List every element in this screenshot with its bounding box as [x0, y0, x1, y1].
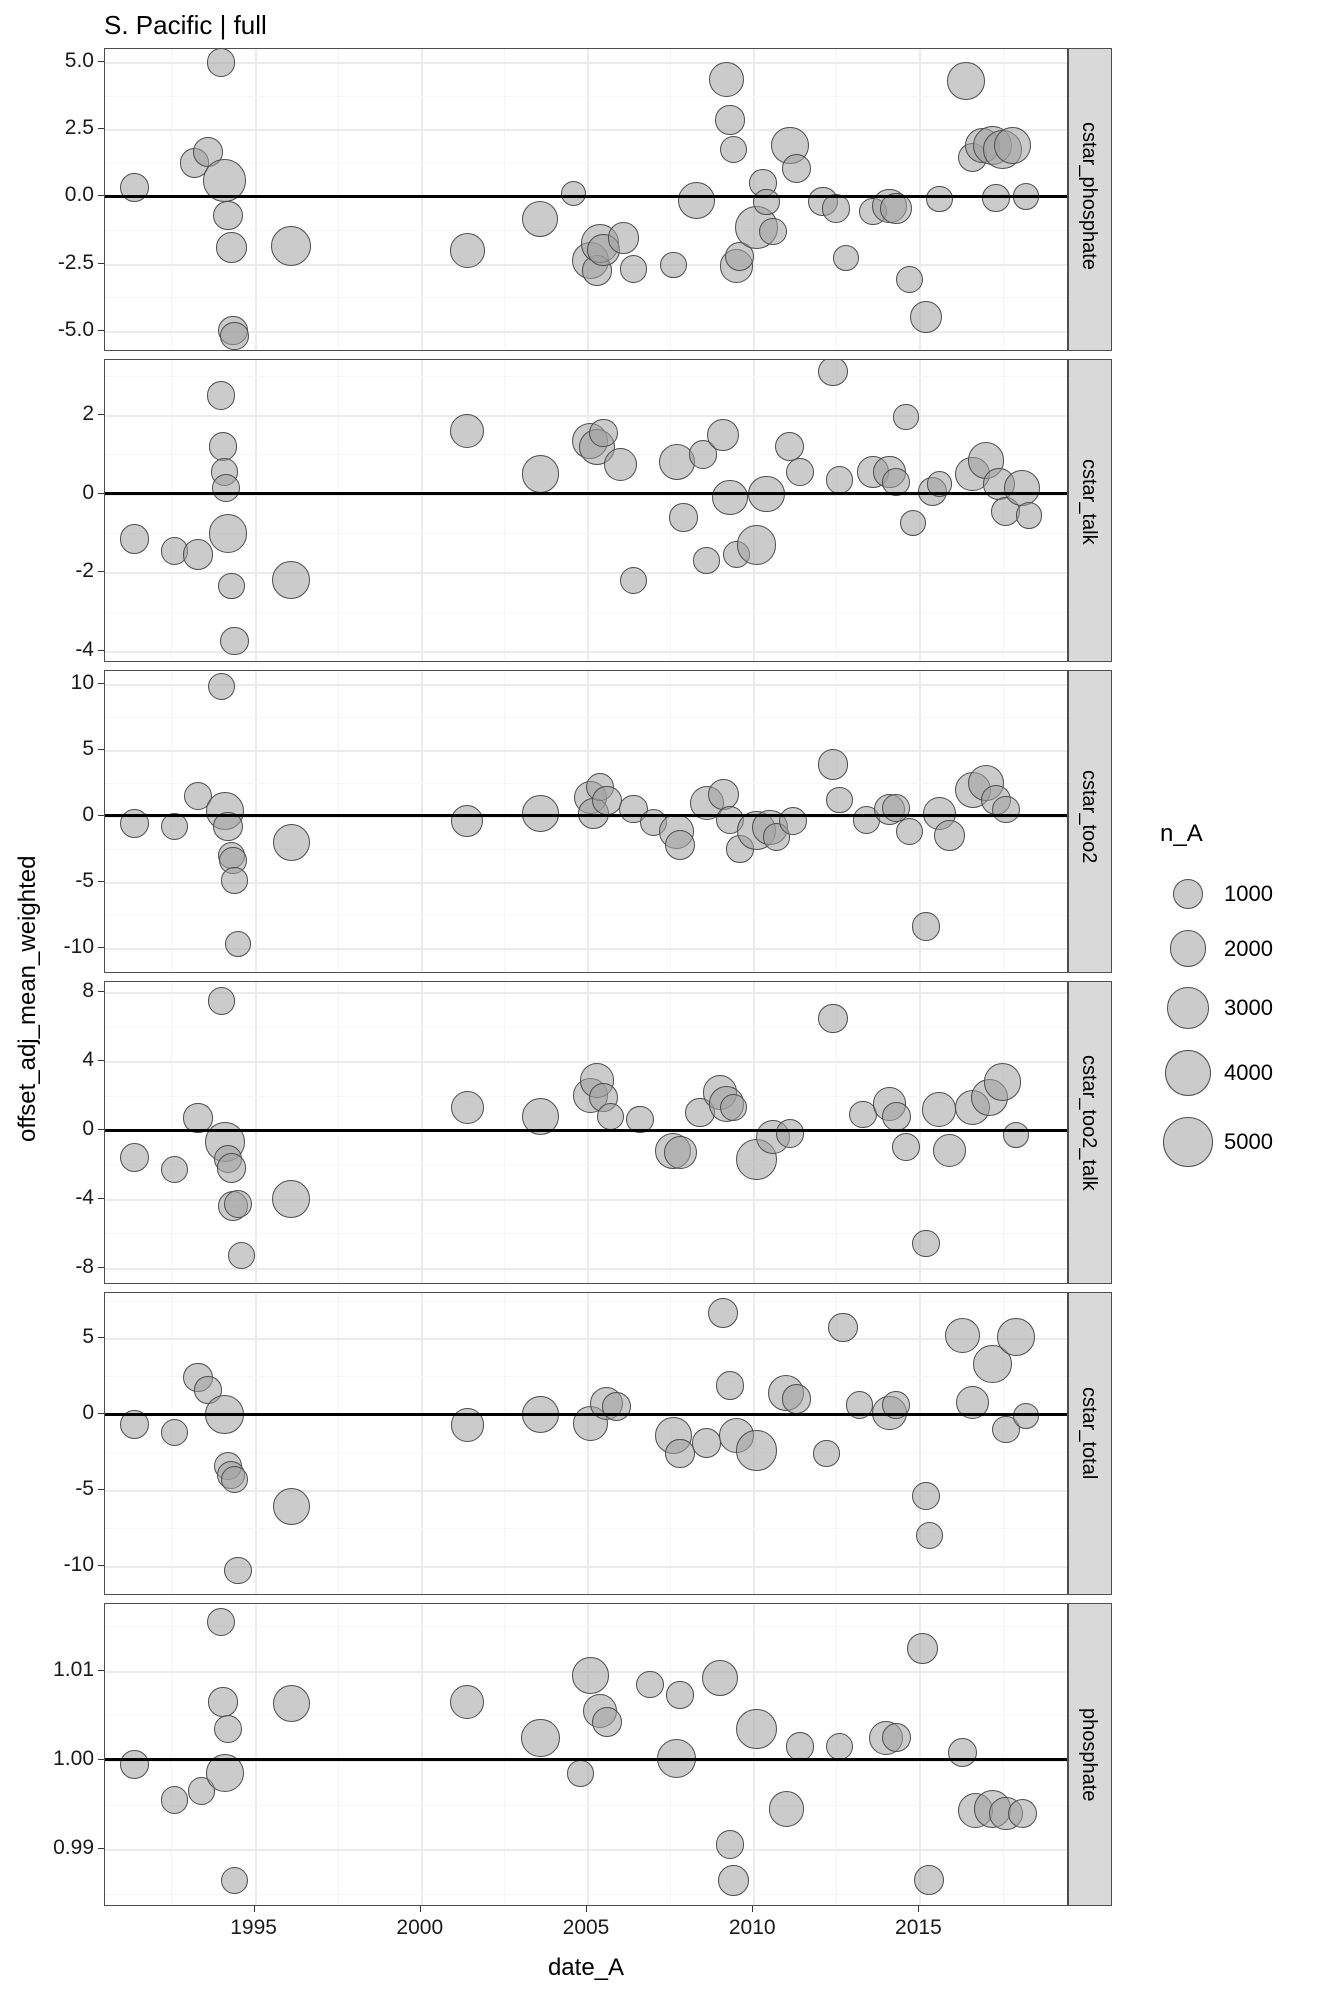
y-tick-mark [98, 1670, 104, 1671]
gridline-x-minor [171, 1604, 172, 1906]
data-point [922, 1092, 956, 1126]
data-point [818, 1004, 847, 1033]
data-point [604, 448, 637, 481]
gridline-x-minor [171, 49, 172, 351]
gridline-y [105, 1061, 1068, 1063]
y-tick-mark [98, 1267, 104, 1268]
data-point [984, 1063, 1022, 1101]
data-point [664, 1136, 697, 1169]
data-point [450, 414, 484, 448]
data-point [522, 795, 559, 832]
y-tick-label: 10 [70, 671, 94, 695]
data-point [522, 201, 558, 237]
gridline-y [105, 572, 1068, 574]
legend-title: n_A [1160, 820, 1203, 847]
data-point [271, 226, 311, 266]
data-point [907, 1633, 939, 1665]
data-point [120, 1750, 149, 1779]
data-point [715, 105, 744, 134]
x-tick-mark [752, 1906, 753, 1912]
reference-line [105, 492, 1067, 495]
gridline-y-minor [105, 1301, 1068, 1302]
data-point [708, 779, 739, 810]
y-tick-mark [98, 1337, 104, 1338]
y-tick-mark [98, 195, 104, 196]
legend-key-circle [1170, 930, 1207, 967]
y-tick-label: -2 [75, 559, 94, 583]
y-tick-mark [98, 1198, 104, 1199]
facet-strip-cstar_too2_talk [1068, 981, 1112, 1284]
data-point [782, 1384, 811, 1413]
gridline-x [421, 360, 423, 662]
data-point [678, 182, 715, 219]
data-point [912, 1482, 940, 1510]
data-point [779, 807, 807, 835]
gridline-x-minor [836, 360, 837, 662]
y-tick-label: 2.5 [64, 116, 94, 140]
data-point [225, 931, 251, 957]
y-tick-label: -2.5 [57, 250, 94, 274]
x-tick-label: 2005 [562, 1916, 610, 1939]
y-tick-mark [98, 947, 104, 948]
gridline-y [105, 684, 1068, 686]
data-point [776, 1119, 804, 1147]
gridline-x-minor [171, 360, 172, 662]
gridline-x [421, 1604, 423, 1906]
data-point [1003, 1122, 1029, 1148]
y-tick-mark [98, 991, 104, 992]
y-tick-mark [98, 61, 104, 62]
y-tick-mark [98, 128, 104, 129]
reference-line [105, 1129, 1067, 1132]
data-point [224, 1557, 251, 1584]
data-point [220, 627, 248, 655]
gridline-y [105, 651, 1068, 653]
facet-strip-cstar_too2 [1068, 670, 1112, 973]
data-point [692, 1428, 721, 1457]
data-point [720, 136, 747, 163]
data-point [945, 1318, 980, 1353]
y-tick-mark [98, 1129, 104, 1130]
data-point [948, 1738, 977, 1767]
y-tick-mark [98, 749, 104, 750]
y-tick-label: -5 [75, 1476, 94, 1500]
reference-line [105, 814, 1067, 817]
y-tick-label: 0 [82, 480, 94, 504]
gridline-y-minor [105, 612, 1068, 613]
legend-key-label: 2000 [1224, 935, 1273, 961]
y-tick-label: 2 [82, 402, 94, 426]
chart-title: S. Pacific | full [104, 10, 267, 40]
facet-strip-label: cstar_too2_talk [1078, 1054, 1100, 1191]
data-point [882, 1102, 911, 1131]
gridline-x-minor [504, 360, 505, 662]
y-tick-label: 5 [82, 1325, 94, 1349]
data-point [212, 474, 240, 502]
legend-key-circle [1163, 1117, 1213, 1167]
y-tick-mark [98, 330, 104, 331]
data-point [451, 805, 483, 837]
y-tick-mark [98, 571, 104, 572]
legend-key-circle [1167, 987, 1209, 1029]
gridline-y-minor [105, 163, 1068, 164]
data-point [1016, 502, 1042, 528]
y-tick-label: 5 [82, 737, 94, 761]
data-point [893, 404, 918, 429]
data-point [602, 1392, 631, 1421]
data-point [228, 1242, 255, 1269]
facet-panel-cstar_talk [104, 359, 1068, 662]
reference-line [105, 195, 1067, 198]
data-point [912, 1230, 939, 1257]
y-tick-mark [98, 1565, 104, 1566]
y-tick-label: 0 [82, 802, 94, 826]
data-point [213, 201, 242, 230]
reference-line [105, 1413, 1067, 1416]
data-point [669, 503, 697, 531]
gridline-y-minor [105, 533, 1068, 534]
data-point [782, 154, 811, 183]
data-point [208, 987, 235, 1014]
y-tick-mark [98, 1413, 104, 1414]
data-point [769, 1791, 804, 1826]
data-point [636, 1671, 663, 1698]
legend [1160, 820, 1340, 1260]
y-tick-label: -10 [63, 1552, 94, 1576]
data-point [589, 419, 617, 447]
gridline-x-minor [338, 360, 339, 662]
x-tick-label: 2015 [895, 1916, 942, 1939]
data-point [567, 1760, 593, 1786]
data-point [882, 1723, 911, 1752]
gridline-x [255, 360, 257, 662]
data-point [822, 194, 850, 222]
facet-strip-label: cstar_talk [1078, 459, 1100, 545]
facet-panel-cstar_too2_talk [104, 981, 1068, 1284]
gridline-y-minor [105, 1626, 1068, 1627]
data-point [660, 252, 686, 278]
data-point [813, 1440, 839, 1466]
data-point [828, 1313, 857, 1342]
data-point [273, 1488, 310, 1525]
data-point [709, 62, 744, 97]
data-point [161, 1156, 188, 1183]
data-point [693, 547, 719, 573]
gridline-y-minor [105, 1805, 1068, 1806]
x-axis-label: date_A [547, 1954, 625, 1981]
facet-strip-cstar_talk [1068, 359, 1112, 662]
y-tick-label: -4 [75, 638, 94, 662]
data-point [775, 432, 804, 461]
data-point [912, 912, 940, 940]
facet-panel-phosphate [104, 1603, 1068, 1906]
gridline-x [753, 360, 755, 662]
data-point [608, 222, 640, 254]
x-tick-label: 2010 [728, 1916, 776, 1939]
data-point [708, 1298, 738, 1328]
data-point [707, 419, 739, 451]
data-point [120, 1143, 149, 1172]
data-point [933, 1134, 966, 1167]
gridline-x-minor [670, 49, 671, 351]
y-tick-mark [98, 1759, 104, 1760]
y-tick-label: -4 [75, 1185, 94, 1209]
data-point [718, 1865, 749, 1896]
data-point [620, 567, 647, 594]
x-tick-mark [586, 1906, 587, 1912]
gridline-x-minor [504, 49, 505, 351]
data-point [892, 1133, 920, 1161]
y-tick-mark [98, 1848, 104, 1849]
y-tick-label: 8 [82, 979, 94, 1003]
legend-key-label: 3000 [1224, 995, 1273, 1020]
data-point [221, 867, 247, 893]
data-point [753, 189, 779, 215]
data-point [786, 1732, 814, 1760]
legend-key-label: 5000 [1224, 1129, 1273, 1154]
x-tick-label: 1995 [230, 1916, 277, 1939]
data-point [759, 218, 786, 245]
gridline-y [105, 882, 1068, 884]
gridline-x [587, 1604, 589, 1906]
gridline-y [105, 1268, 1068, 1270]
y-tick-label: -8 [75, 1254, 94, 1278]
data-point [720, 1094, 747, 1121]
data-point [209, 432, 237, 460]
data-point [224, 1190, 252, 1218]
data-point [665, 1439, 694, 1468]
data-point [992, 796, 1019, 823]
data-point [736, 1709, 776, 1749]
data-point [716, 1830, 744, 1858]
data-point [997, 1318, 1035, 1356]
data-point [161, 1786, 188, 1813]
data-point [216, 232, 247, 263]
y-tick-label: 0.0 [64, 183, 94, 207]
y-tick-mark [98, 1060, 104, 1061]
data-point [1004, 470, 1040, 506]
y-tick-mark [98, 1489, 104, 1490]
gridline-x [255, 49, 257, 351]
data-point [120, 524, 149, 553]
gridline-y [105, 992, 1068, 994]
data-point [712, 480, 747, 515]
gridline-y [105, 62, 1068, 64]
facet-strip-label: cstar_too2 [1078, 770, 1100, 864]
gridline-y [105, 129, 1068, 131]
data-point [208, 1687, 237, 1716]
data-point [786, 458, 814, 486]
gridline-y-minor [105, 96, 1068, 97]
legend-key-circle [1165, 1050, 1211, 1096]
gridline-x [421, 49, 423, 351]
legend-key-circle [1173, 879, 1203, 909]
y-tick-mark [98, 815, 104, 816]
y-tick-mark [98, 493, 104, 494]
data-point [572, 1657, 609, 1694]
data-point [737, 525, 777, 565]
gridline-x-minor [504, 1604, 505, 1906]
gridline-x-minor [338, 49, 339, 351]
y-axis-label-text: offset_adj_mean_weighted [14, 855, 41, 1142]
data-point [217, 1153, 246, 1182]
data-point [818, 749, 849, 780]
data-point [666, 1681, 693, 1708]
x-tick-mark [254, 1906, 255, 1912]
y-tick-label: 1.01 [53, 1657, 94, 1681]
data-point [926, 186, 952, 212]
reference-line [105, 1758, 1067, 1761]
gridline-y-minor [105, 717, 1068, 718]
y-tick-mark [98, 683, 104, 684]
legend-key-label: 4000 [1224, 1059, 1273, 1085]
data-point [910, 301, 942, 333]
data-point [221, 1867, 248, 1894]
data-point [826, 787, 852, 813]
facet-strip-label: phosphate [1078, 1708, 1100, 1802]
data-point [994, 127, 1031, 164]
data-point [833, 245, 859, 271]
data-point [451, 1091, 485, 1125]
data-point [521, 1719, 559, 1757]
facet-panel-cstar_phosphate [104, 48, 1068, 351]
data-point [450, 233, 485, 268]
data-point [161, 1419, 188, 1446]
data-point [207, 48, 235, 76]
gridline-y [105, 750, 1068, 752]
gridline-x [587, 360, 589, 662]
data-point [208, 673, 235, 700]
gridline-y [105, 415, 1068, 417]
data-point [592, 786, 621, 815]
facet-strip-label: cstar_total [1078, 1386, 1100, 1480]
gridline-x [753, 1604, 755, 1906]
facet-panel-cstar_too2 [104, 670, 1068, 973]
y-tick-mark [98, 650, 104, 651]
y-tick-label: -5 [75, 868, 94, 892]
gridline-x-minor [1003, 1604, 1004, 1906]
data-point [207, 381, 235, 409]
y-tick-label: 0.99 [53, 1836, 94, 1860]
data-point [947, 62, 985, 100]
data-point [272, 1180, 310, 1218]
data-point [272, 561, 310, 599]
facet-strip-cstar_total [1068, 1292, 1112, 1595]
data-point [522, 455, 560, 493]
facet-strip-phosphate [1068, 1603, 1112, 1906]
data-point [597, 1103, 624, 1130]
gridline-y-minor [105, 849, 1068, 850]
data-point [218, 573, 244, 599]
gridline-y-minor [105, 297, 1068, 298]
data-point [702, 1660, 738, 1696]
data-point [1013, 1403, 1039, 1429]
y-tick-label: 5.0 [64, 49, 94, 73]
gridline-y [105, 1849, 1068, 1851]
facet-panel-cstar_total [104, 1292, 1068, 1595]
data-point [561, 181, 586, 206]
y-tick-label: 0 [82, 1117, 94, 1141]
x-tick-mark [918, 1906, 919, 1912]
y-tick-label: -10 [63, 934, 94, 958]
gridline-y [105, 1338, 1068, 1340]
x-tick-mark [420, 1906, 421, 1912]
y-tick-mark [98, 414, 104, 415]
gridline-y-minor [105, 1452, 1068, 1453]
y-tick-label: 0 [82, 1401, 94, 1425]
y-tick-mark [98, 263, 104, 264]
data-point [450, 1685, 484, 1719]
data-point [1008, 1799, 1037, 1828]
data-point [273, 1685, 310, 1722]
data-point [207, 1608, 235, 1636]
gridline-x [255, 1604, 257, 1906]
gridline-x [587, 49, 589, 351]
data-point [818, 359, 847, 386]
data-point [916, 1522, 943, 1549]
gridline-y-minor [105, 1376, 1068, 1377]
y-tick-label: 4 [82, 1048, 94, 1072]
data-point [209, 514, 248, 553]
data-point [914, 1865, 944, 1895]
legend-key-label: 1000 [1224, 881, 1273, 906]
gridline-y-minor [105, 1027, 1068, 1028]
data-point [273, 824, 310, 861]
gridline-y-minor [105, 376, 1068, 377]
data-point [826, 466, 853, 493]
data-point [183, 539, 214, 570]
data-point [716, 1371, 744, 1399]
gridline-y-minor [105, 1164, 1068, 1165]
y-tick-mark [98, 881, 104, 882]
data-point [826, 1733, 853, 1760]
gridline-x-minor [338, 1604, 339, 1906]
data-point [934, 820, 965, 851]
data-point [592, 1707, 622, 1737]
facet-strip-cstar_phosphate [1068, 48, 1112, 351]
data-point [736, 1430, 776, 1470]
data-point [620, 255, 647, 282]
y-tick-label: -5.0 [57, 317, 94, 341]
data-point [220, 322, 248, 350]
x-tick-label: 2000 [396, 1916, 444, 1939]
data-point [665, 830, 695, 860]
data-point [214, 1715, 242, 1743]
facet-strip-label: cstar_phosphate [1078, 121, 1100, 270]
y-tick-label: 1.00 [53, 1746, 94, 1770]
data-point [221, 1466, 248, 1493]
